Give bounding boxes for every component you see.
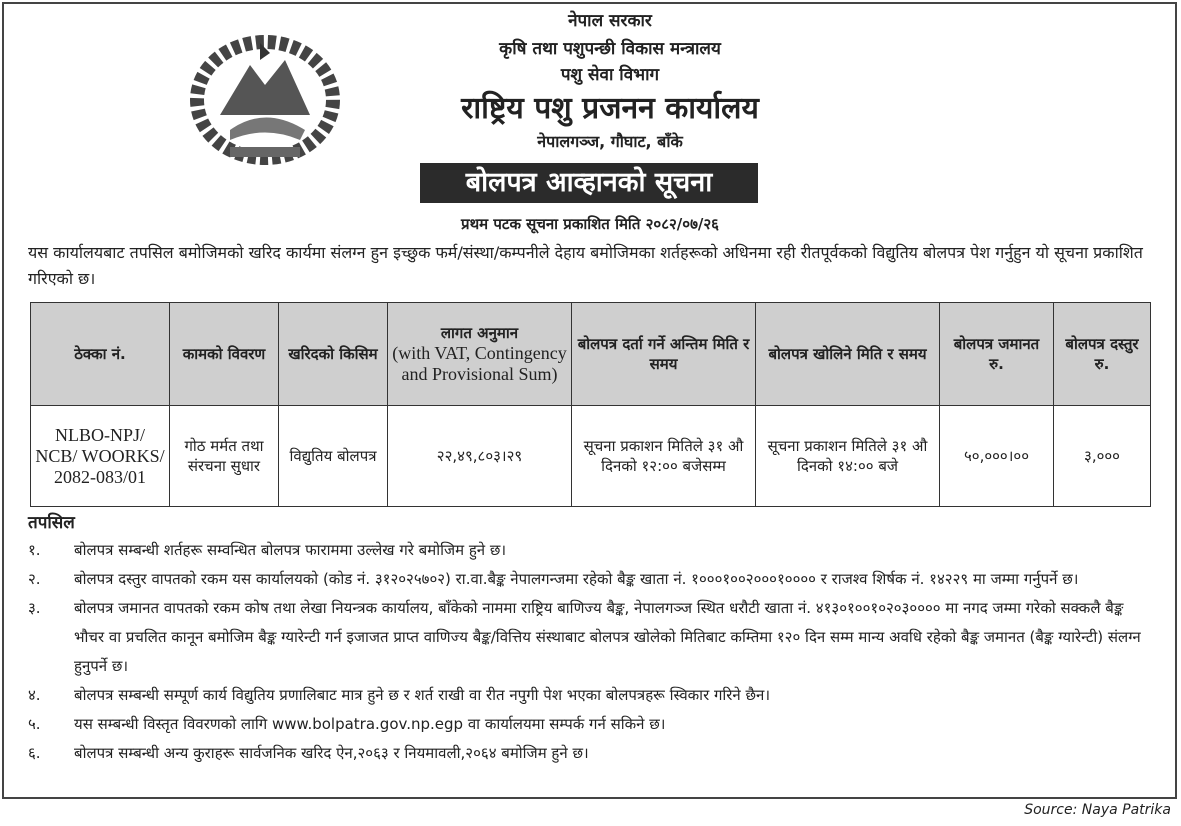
publish-date: प्रथम पटक सूचना प्रकाशित मिति २०८२/०७/२६ xyxy=(461,215,719,233)
item-number: ३. xyxy=(28,599,41,617)
cell-contract-no: NLBO-NPJ/ NCB/ WOORKS/ 2082-083/01 xyxy=(31,406,170,507)
col-procurement-type: खरिदको किसिम xyxy=(279,303,388,406)
item-text: बोलपत्र सम्बन्धी अन्य कुराहरू सार्वजनिक खरिद ऐन,२०६३ र नियमावली,२०६४ बमोजिम हुने छ। xyxy=(74,744,589,762)
table-row xyxy=(31,406,1151,507)
cell-submission-deadline: सूचना प्रकाशन मितिले ३१ औ दिनको १२:०० बजेसम्म xyxy=(572,406,756,507)
cell-bid-fee: ३,००० xyxy=(1054,406,1151,507)
cell-description: गोठ मर्मत तथा संरचना सुधार xyxy=(170,406,279,507)
gov-name: नेपाल सरकार xyxy=(568,11,652,31)
emblem-icon xyxy=(190,35,340,165)
col-submission-deadline: बोलपत्र दर्ता गर्ने अन्तिम मिति र समय xyxy=(572,303,756,406)
notice-title: बोलपत्र आव्हानको सूचना xyxy=(420,163,758,203)
list-item xyxy=(28,565,1158,594)
cell-procurement-type: विद्युतिय बोलपत्र xyxy=(279,406,388,507)
table-header-row xyxy=(31,303,1151,406)
office-name: राष्ट्रिय पशु प्रजनन कार्यालय xyxy=(461,91,759,126)
col-opening-date: बोलपत्र खोलिने मिति र समय xyxy=(756,303,940,406)
office-address: नेपालगञ्ज, गौघाट, बाँके xyxy=(537,132,683,151)
item-text: यस सम्बन्धी विस्तृत विवरणको लागि www.bolpatra.gov.np.egp वा कार्यालयमा सम्पर्क गर्न सकिने छ। xyxy=(74,715,666,733)
details-heading: तपसिल xyxy=(28,513,75,533)
col-contract-no: ठेक्का नं. xyxy=(31,303,170,406)
cell-cost-estimate: २२,४९,८०३।२९ xyxy=(388,406,572,507)
cell-opening-date: सूचना प्रकाशन मितिले ३१ औ दिनको १४:०० बजे xyxy=(756,406,940,507)
col-cost-estimate xyxy=(388,303,572,406)
source-credit: Source: Naya Patrika xyxy=(1024,802,1171,818)
col-bid-security: बोलपत्र जमानत रु. xyxy=(940,303,1054,406)
cost-estimate-label: लागत अनुमान xyxy=(440,324,519,342)
intro-paragraph: यस कार्यालयबाट तपसिल बमोजिमको खरिद कार्यमा संलग्न हुन इच्छुक फर्म/संस्था/कम्पनीले देहाय बमोजिमका शर्तहरूको अधिनमा रही रीतपूर्वकको विद्युतिय बोलपत्र पेश गर्नुहुन यो सूचना प्रकाशित गरिएको छ। xyxy=(28,243,1143,288)
item-number: १. xyxy=(28,541,41,559)
item-text: बोलपत्र जमानत वापतको रकम कोष तथा लेखा नियन्त्रक कार्यालय, बाँकेको नाममा राष्ट्रिय बाणिज्य बैङ्क, नेपालगञ्ज स्थित धरौटी खाता नं. ४१३०१००१०२०३०००० मा नगद जम्मा गरेको सक्कलै बैङ्क भौचर वा प्रचलित कानून बमोजिम बैङ्क ग्यारेन्टी गर्न इजाजत प्राप्त वाणिज्य बैङ्क/वित्तिय संस्थाबाट बोलपत्र खोलेको मितिबाट कम्तिमा १२० दिन सम्म मान्य अवधि रहेको बैङ्क जमानत (बैङ्क ग्यारेन्टी) संलग्न हुनुपर्ने छ। xyxy=(74,599,1141,675)
list-item xyxy=(28,739,1158,768)
cost-estimate-note: (with VAT, Contingency and Provisional Sum) xyxy=(392,343,567,384)
list-item xyxy=(28,536,1158,565)
department-name: पशु सेवा विभाग xyxy=(560,65,660,85)
item-number: ४. xyxy=(28,686,41,704)
list-item xyxy=(28,710,1158,739)
item-number: ५. xyxy=(28,715,41,733)
col-description: कामको विवरण xyxy=(170,303,279,406)
tender-table xyxy=(30,302,1151,507)
conditions-list xyxy=(28,536,1158,768)
col-bid-fee: बोलपत्र दस्तुर रु. xyxy=(1054,303,1151,406)
ministry-name: कृषि तथा पशुपन्छी विकास मन्त्रालय xyxy=(499,39,721,59)
list-item xyxy=(28,681,1158,710)
list-item xyxy=(28,594,1158,681)
item-text: बोलपत्र दस्तुर वापतको रकम यस कार्यालयको (कोड नं. ३१२०२५७०२) रा.वा.बैङ्क नेपालगन्जमा रहेको बैङ्क खाता नं. १०००१००२०००१०००० र राजश्व शिर्षक नं. १४२२९ मा जम्मा गर्नुपर्ने छ। xyxy=(74,570,1079,588)
cell-bid-security: ५०,०००।०० xyxy=(940,406,1054,507)
item-text: बोलपत्र सम्बन्धी सम्पूर्ण कार्य विद्युतिय प्रणालिबाट मात्र हुने छ र शर्त राखी वा रीत नपुगी पेश भएका बोलपत्रहरू स्विकार गरिने छैन। xyxy=(74,686,771,704)
item-number: ६. xyxy=(28,744,41,762)
item-text: बोलपत्र सम्बन्धी शर्तहरू सम्वन्धित बोलपत्र फाराममा उल्लेख गरे बमोजिम हुने छ। xyxy=(74,541,507,559)
item-number: २. xyxy=(28,570,41,588)
